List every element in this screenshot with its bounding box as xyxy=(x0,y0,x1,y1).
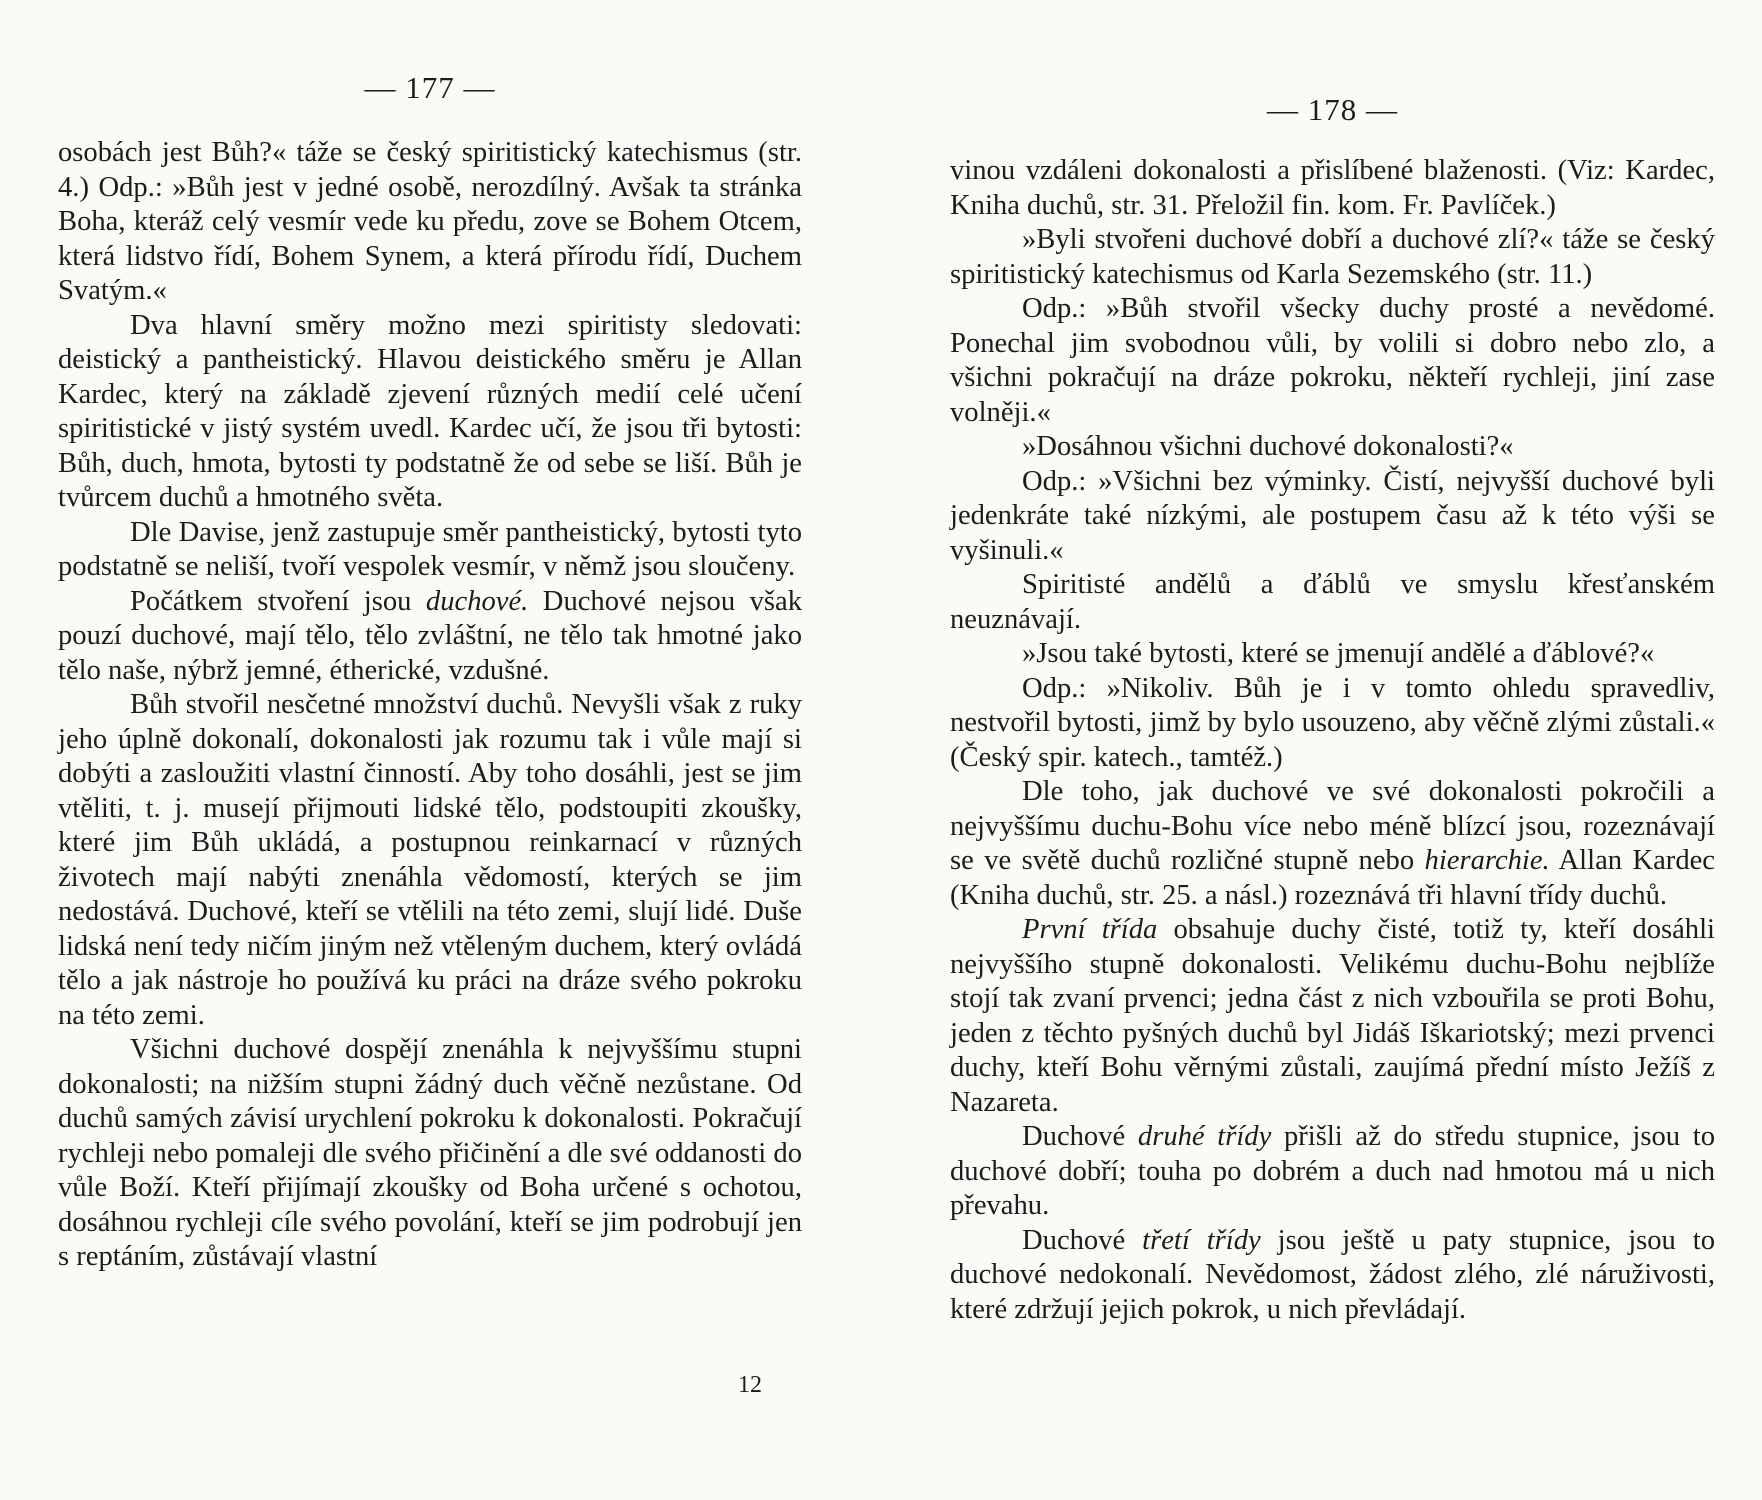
text-run: Počátkem stvoření jsou xyxy=(130,585,426,617)
text-run: Duchové nejsou však pouzí duchové, mají tělo, tělo zvláštní, ne tělo tak hmotné jako tělo naše, nýbrž jemné, étherické, vzdušné. xyxy=(58,585,802,686)
text-run: Duchové xyxy=(1022,1224,1143,1256)
paragraph xyxy=(950,465,1715,569)
paragraph xyxy=(58,1033,802,1275)
text-run: »Byli stvořeni duchové dobří a duchové zlí?« táže se český spiritistický katechismus od Karla Sezemského (str. 11.) xyxy=(950,224,1715,290)
text-run: Všichni duchové dospějí znenáhla k nejvyššímu stupni dokonalosti; na nižším stupni žádný duch věčně nezůstane. Od duchů samých závisí urychlení pokroku k dokonalosti. Pokračují rychleji nebo pomaleji dle svého přičinění a dle své oddanosti do vůle Boží. Kteří přijímají zkoušky od Boha určené s ochotou, dosáhnou rychleji cíle svého povolání, kteří se jim podrobují jen s reptáním, zůstávají vlastní xyxy=(58,1034,802,1272)
paragraph xyxy=(950,672,1715,776)
page-number-left: — 177 — xyxy=(364,70,496,105)
text-run: obsahuje duchy čisté, totiž ty, kteří dosáhli nejvyššího stupně dokonalosti. Velikému duchu-Bohu nejblíže stojí tak zvaní prvenci; jedna část z nich vzbouřila se proti Bohu, jeden z těchto pyšných duchů byl Jidáš Iškariotský; mezi prvenci duchy, kteří Bohu věrnými zůstali, zaujímá přední místo Ježíš z Nazareta. xyxy=(950,914,1715,1118)
paragraph xyxy=(950,154,1715,223)
text-run: osobách jest Bůh?« táže se český spiritistický katechismus (str. 4.) Odp.: »Bůh jest v jedné osobě, nerozdílný. Avšak ta stránka Boha, kteráž celý vesmír vede ku předu, zove se Bohem Otcem, která lidstvo řídí, Bohem Synem, a která přírodu řídí, Duchem Svatým.« xyxy=(58,137,802,306)
text-run: Dle toho, jak duchové ve své dokonalosti pokročili a nejvyššímu duchu-Bohu více nebo méně blízcí jsou, rozeznávají se ve světě duchů rozličné stupně nebo xyxy=(950,776,1715,876)
paragraph xyxy=(950,637,1715,672)
text-run: Odp.: »Bůh stvořil všecky duchy prosté a nevědomé. Ponechal jim svobodnou vůli, by volili si dobro nebo zlo, a všichni pokračují na dráze pokroku, někteří rychleji, jiní zase volněji.« xyxy=(950,293,1715,428)
signature-mark: 12 xyxy=(738,1372,762,1398)
text-run: »Jsou také bytosti, které se jmenují andělé a ďáblové?« xyxy=(1022,638,1655,669)
text-run: vinou vzdáleni dokonalosti a přislíbené blaženosti. (Viz: Kardec, Kniha duchů, str. 31. Přeložil fin. kom. Fr. Pavlíček.) xyxy=(950,155,1715,221)
italic-text: duchové. xyxy=(425,585,529,617)
text-run: Duchové xyxy=(1022,1121,1138,1152)
right-page xyxy=(950,0,1715,1500)
paragraph xyxy=(950,1120,1715,1224)
paragraph xyxy=(950,292,1715,430)
text-run: Dva hlavní směry možno mezi spiritisty sledovati: deistický a pantheistický. Hlavou deistického směru je Allan Kardec, který na základě zjevení různých medií celé učení spiritistické v jistý systém uvedl. Kardec učí, že jsou tři bytosti: Bůh, duch, hmota, bytosti ty podstatně že od sebe se liší. Bůh je tvůrcem duchů a hmotného světa. xyxy=(58,309,802,513)
left-page-text xyxy=(58,136,802,1275)
paragraph xyxy=(950,568,1715,637)
text-run: Dle Davise, jenž zastupuje směr pantheistický, bytosti tyto podstatně se neliší, tvoří vespolek vesmír, v němž jsou sloučeny. xyxy=(58,516,802,582)
right-page-text xyxy=(950,154,1715,1327)
text-run: Spiritisté andělů a ďáblů ve smyslu křesťanském neuznávají. xyxy=(950,569,1715,635)
text-run: Odp.: »Nikoliv. Bůh je i v tomto ohledu spravedliv, nestvořil bytosti, jimž by bylo usouzeno, aby věčně zlými zůstali.« (Český spir. katech., tamtéž.) xyxy=(950,672,1715,773)
text-run: Bůh stvořil nesčetné množství duchů. Nevyšli však z ruky jeho úplně dokonalí, dokonalosti jak rozumu tak i vůle mají si dobýti a zasloužiti vlastní činností. Aby toho dosáhli, jest se jim vtěliti, t. j. musejí přijmouti lidské tělo, podstoupiti zkoušky, které jim Bůh ukládá, a postupnou reinkarnací v různých životech mají nabýti znenáhla vědomostí, kterých se jim nedostává. Duchové, kteří se vtělili na této zemi, slují lidé. Duše lidská není tedy ničím jiným než vtěleným duchem, který ovládá tělo a jak nástroje ho používá ku práci na dráze svého pokroku na této zemi. xyxy=(58,689,802,1031)
page-number-right: — 178 — xyxy=(1267,92,1398,127)
paragraph xyxy=(950,1224,1715,1328)
text-run: jsou ještě u paty stupnice, jsou to duchové nedokonalí. Nevědomost, žádost zlého, zlé náruživosti, které zdržují jejich pokrok, u nich převládají. xyxy=(950,1224,1716,1325)
paragraph xyxy=(58,516,802,585)
text-run: Allan Kardec (Kniha duchů, str. 25. a násl.) rozeznává tři hlavní třídy duchů. xyxy=(950,845,1715,911)
paragraph xyxy=(58,136,802,309)
paragraph xyxy=(950,775,1715,913)
paragraph xyxy=(950,223,1715,292)
italic-text: hierarchie. xyxy=(1424,845,1550,876)
paragraph xyxy=(58,585,802,689)
left-page xyxy=(58,0,802,1500)
paragraph xyxy=(58,688,802,1033)
paragraph xyxy=(950,913,1715,1120)
text-run: »Dosáhnou všichni duchové dokonalosti?« xyxy=(1022,431,1514,462)
text-run: Odp.: »Všichni bez výminky. Čistí, nejvyšší duchové byli jedenkráte také nízkými, ale postupem času až k této výši se vyšinuli.« xyxy=(950,465,1715,566)
paragraph xyxy=(950,430,1715,465)
text-run: přišli až do středu stupnice, jsou to duchové dobří; touha po dobrém a duch nad hmotou má u nich převahu. xyxy=(950,1121,1715,1221)
italic-text: druhé třídy xyxy=(1137,1121,1272,1152)
italic-text: třetí třídy xyxy=(1142,1224,1261,1256)
italic-text: První třída xyxy=(1022,914,1158,945)
paragraph xyxy=(58,309,802,516)
